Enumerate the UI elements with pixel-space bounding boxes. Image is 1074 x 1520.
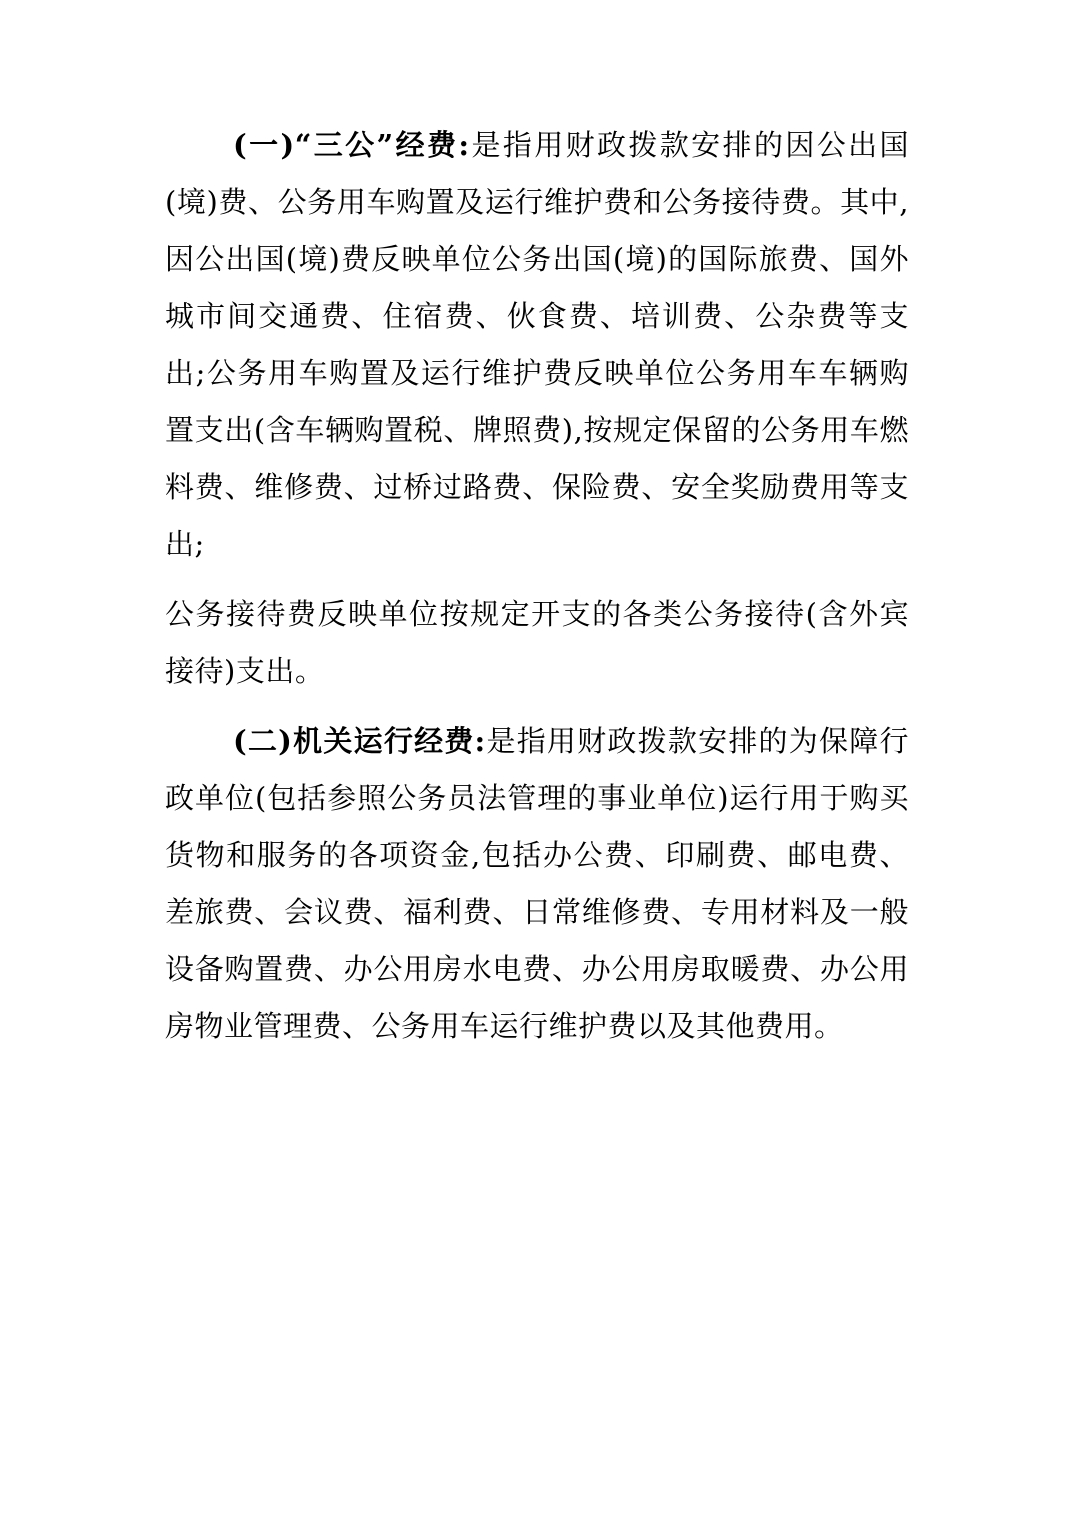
paragraph-body: 是指用财政拨款安排的因公出国(境)费、公务用车购置及运行维护费和公务接待费。其中,因公出国(境)费反映单位公务出国(境)的国际旅费、国外城市间交通费、住宿费、伙食费、培训费、公杂费等支出;公务用车购置及运行维护费反映单位公务用车车辆购置支出(含车辆购置税、牌照费),按规定保留的公务用车燃料费、维修费、过桥过路费、保险费、安全奖励费用等支出; [165,128,909,561]
paragraph-sangong-expenses [165,117,909,573]
paragraph-body: 公务接待费反映单位按规定开支的各类公务接待(含外宾接待)支出。 [165,597,909,688]
paragraph-agency-operating-expenses [165,713,909,1055]
document-content [165,117,909,1068]
paragraph-heading: (一)“三公”经费: [233,128,470,162]
paragraph-reception-expenses [165,586,909,700]
paragraph-body: 是指用财政拨款安排的为保障行政单位(包括参照公务员法管理的事业单位)运行用于购买货物和服务的各项资金,包括办公费、印刷费、邮电费、差旅费、会议费、福利费、日常维修费、专用材料及一般设备购置费、办公用房水电费、办公用房取暖费、办公用房物业管理费、公务用车运行维护费以及其他费用。 [165,724,909,1043]
paragraph-heading: (二)机关运行经费: [233,724,486,758]
